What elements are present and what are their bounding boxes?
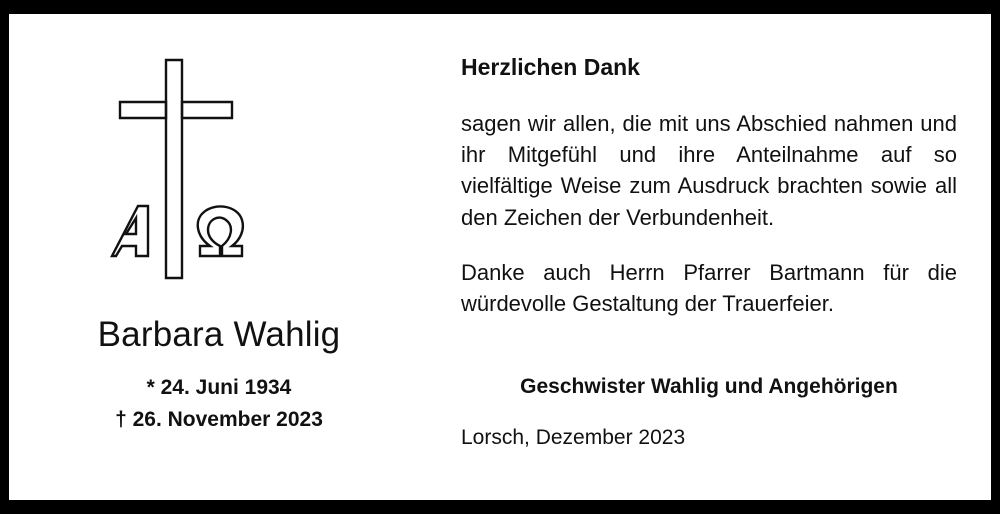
thanks-paragraph-1: sagen wir allen, die mit uns Abschied nahmen und ihr Mitgefühl und ihre Anteilnahme auf so vielfältige Weise zum Ausdruck brachten sowie all den Zeichen der Verbundenheit. [461,111,957,230]
cross-with-alpha-omega-icon [104,40,334,302]
notice-content [9,14,991,500]
border-right [991,0,1000,514]
family-signature: Geschwister Wahlig und Angehörigen [520,375,898,399]
deceased-panel [9,14,429,500]
life-dates [115,372,323,437]
birth-date: * 24. Juni 1934 [146,375,292,399]
deceased-name: Barbara Wahlig [97,315,341,354]
thanks-paragraph-2: Danke auch Herrn Pfarrer Bartmann für die würdevolle Gestaltung der Trauerfeier. [461,259,957,317]
death-date: † 26. November 2023 [115,408,323,432]
message-panel [429,14,991,500]
border-top [0,0,1000,14]
place-and-date: Lorsch, Dezember 2023 [461,426,686,450]
border-left [0,0,9,514]
border-bottom [0,500,1000,514]
thanks-headline: Herzlichen Dank [461,54,640,80]
